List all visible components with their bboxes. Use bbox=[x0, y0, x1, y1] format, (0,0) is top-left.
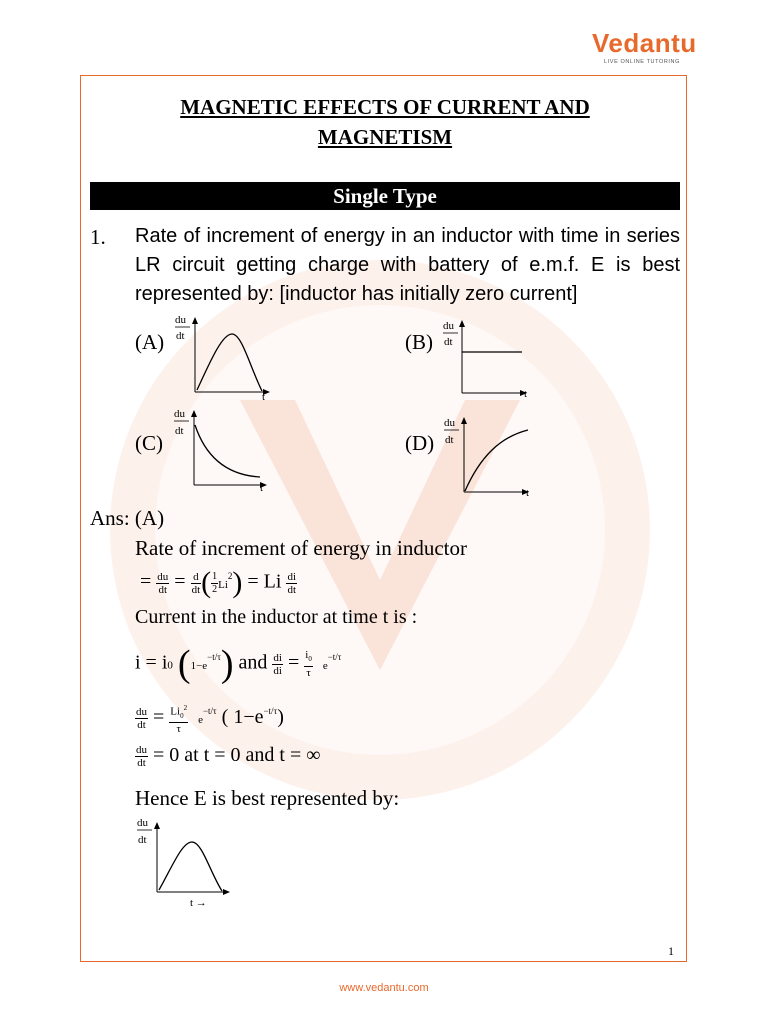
page-number: 1 bbox=[668, 944, 674, 958]
question-line-3: represented by: [inductor has initially zero current] bbox=[135, 283, 578, 305]
answer-line-1: Rate of increment of energy in inductor bbox=[135, 536, 468, 560]
option-b-label: (B) bbox=[405, 330, 433, 354]
graph-a-y-num: du bbox=[175, 314, 186, 326]
graph-ans-y-den: dt bbox=[138, 834, 147, 846]
graph-option-d bbox=[440, 412, 540, 504]
graph-b-y-num: du bbox=[443, 320, 454, 332]
graph-option-b bbox=[440, 315, 540, 405]
graph-a-y-den: dt bbox=[176, 330, 185, 342]
graph-d-x-label: t bbox=[526, 487, 530, 499]
answer-line-3: Current in the inductor at time t is : bbox=[135, 606, 418, 628]
graph-c-y-num: du bbox=[174, 408, 185, 420]
graph-c-y-den: dt bbox=[175, 425, 184, 437]
current-equation: i = i0 $(1-e^{-t/\tau})$ and $\frac{di}{di}$ = $\frac{i_0}{\tau}$ $e^{-t/\tau}$ bbox=[135, 643, 342, 685]
graph-d-y-den: dt bbox=[445, 434, 454, 446]
graph-option-a bbox=[170, 312, 280, 402]
graph-d-y-num: du bbox=[444, 417, 455, 429]
zero-condition-text: = 0 at t = 0 and t = ∞ bbox=[153, 744, 321, 767]
question-text bbox=[135, 222, 680, 309]
graph-b-x-label: t bbox=[524, 388, 528, 400]
answer-label: Ans: (A) bbox=[90, 506, 165, 530]
option-a-label: (A) bbox=[135, 330, 165, 354]
page-title-line2: MAGNETISM bbox=[317, 125, 453, 149]
graph-a-x-label: t bbox=[262, 391, 266, 402]
graph-ans-x-label: t → bbox=[190, 897, 207, 909]
footer-url[interactable]: www.vedantu.com bbox=[339, 982, 429, 994]
answer-line-8: Hence E is best represented by: bbox=[135, 786, 400, 810]
graph-c-x-label: t bbox=[260, 482, 264, 494]
section-header: Single Type bbox=[90, 182, 680, 210]
energy-rate-equation: = $\frac{du}{dt}$ = $\frac{d}{dt}$ ( $\frac{1}{2}$ $Li^2) = Li$ $\frac{di}{dt}$ bbox=[140, 566, 297, 599]
graph-answer bbox=[130, 812, 240, 912]
page-title-line1: MAGNETIC EFFECTS OF CURRENT AND bbox=[180, 95, 590, 119]
graph-b-y-den: dt bbox=[444, 336, 453, 348]
option-c-label: (C) bbox=[135, 431, 163, 455]
question-number: 1. bbox=[90, 225, 106, 249]
question-line-2: LR circuit getting charge with battery of e.m.f. E is best bbox=[135, 254, 680, 276]
logo-brand: Vedantu bbox=[592, 28, 697, 58]
and-word: and bbox=[238, 651, 268, 674]
graph-ans-y-num: du bbox=[137, 817, 148, 829]
option-d-label: (D) bbox=[405, 431, 435, 455]
graph-option-c bbox=[170, 405, 280, 495]
vedantu-logo bbox=[592, 28, 697, 65]
power-equation: $\frac{du}{dt}$ = $\frac{Li_0^2}{\tau}$ $e^{-t/\tau}$ ( $1-e^{-t/\tau}$) bbox=[136, 704, 284, 735]
question-line-1: Rate of increment of energy in an inductor with time in series bbox=[135, 225, 680, 247]
zero-condition: $\frac{du}{dt}$ = 0 at t = 0 and t = ∞ bbox=[136, 744, 321, 769]
logo-tagline: LIVE ONLINE TUTORING bbox=[604, 59, 680, 65]
